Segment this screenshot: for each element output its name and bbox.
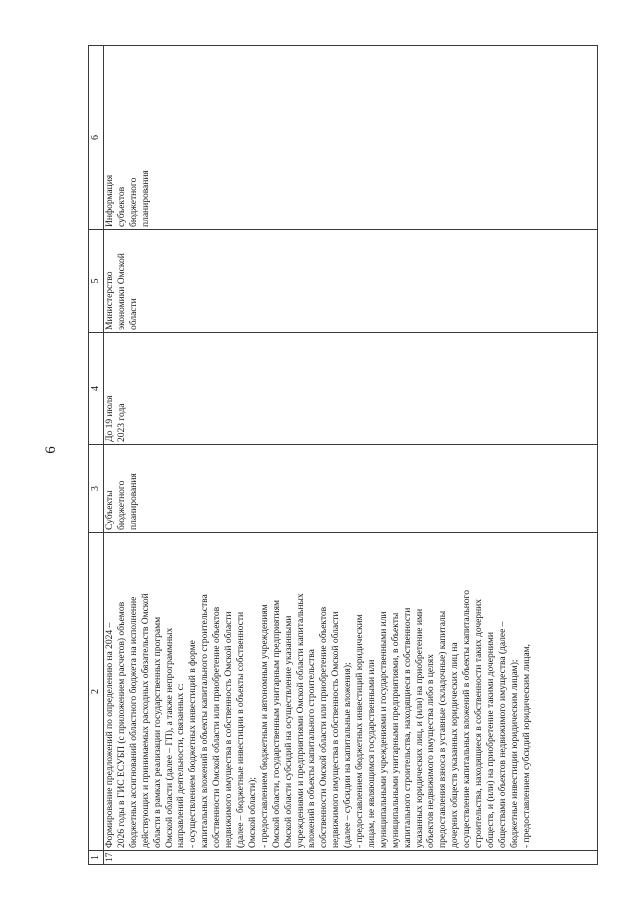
column-header-3: 3: [89, 445, 104, 533]
measure-description-cell: Формирование предложений по определению на 2024 – 2026 годы в ГИС ЕСУБП (с приложением расчетов) объемов бюджетных ассигнований областного бюджета на исполнение действующих и принимаемых расходных обязательств Омской области в рамках реализации государственных программ Омской области (далее – ГП), а также непрограммных направлений деятельности, связанных с: - осуществлением бюджетных инвестиций в форме капитальных вложений в объекты капитального строительства собственности Омской области или приобретение объектов недвижимого имущества в собственность Омской области (далее – бюджетные инвестиции в объекты собственности Омской области); - предоставлением бюджетным и автономным учреждениям Омской области, государственным унитарным предприятиям Омской области субсидий на осуществление указанными учреждениями и предприятиями Омской области капитальных вложений в объекты капитального строительства собственности Омской области или приобретение объектов недвижимого имущества в собственность Омской области (далее – субсидии на капитальные вложения); - предоставлением бюджетных инвестиций юридическим лицам, не являющимся государственными или муниципальными учреждениями и государственными или муниципальными унитарными предприятиями, в объекты капитального строительства, находящиеся в собственности указанных юридических лиц, и (или) на приобретение ими объектов недвижимого имущества либо в целях предоставления взноса в уставные (складочные) капиталы дочерних обществ указанных юридических лиц на осуществление капитальных вложений в объекты капитального строительства, находящиеся в собственности таких дочерних обществ, и (или) на приобретение такими дочерними обществами объектов недвижимого имущества (далее – бюджетные инвестиции юридическим лицам); - предоставлением субсидий юридическим лицам,: [104, 533, 598, 851]
deadline-cell: До 19 июля 2023 года: [104, 333, 598, 445]
table-header-row: [89, 46, 104, 865]
column-header-4: 4: [89, 333, 104, 445]
measures-table: [88, 45, 598, 865]
page-number: 6: [43, 446, 59, 454]
rotated-table-wrapper: [88, 45, 598, 865]
responsible-executor-cell: Субъекты бюджетного планирования: [104, 445, 598, 533]
table-row: [104, 46, 598, 865]
column-header-2: 2: [89, 533, 104, 851]
source-info-cell: Информация субъектов бюджетного планирования: [104, 46, 598, 230]
column-header-6: 6: [89, 46, 104, 230]
row-number-cell: 17: [104, 851, 598, 865]
column-header-5: 5: [89, 230, 104, 333]
column-header-1: 1: [89, 851, 104, 865]
recipient-cell: Министерство экономики Омской области: [104, 230, 598, 333]
